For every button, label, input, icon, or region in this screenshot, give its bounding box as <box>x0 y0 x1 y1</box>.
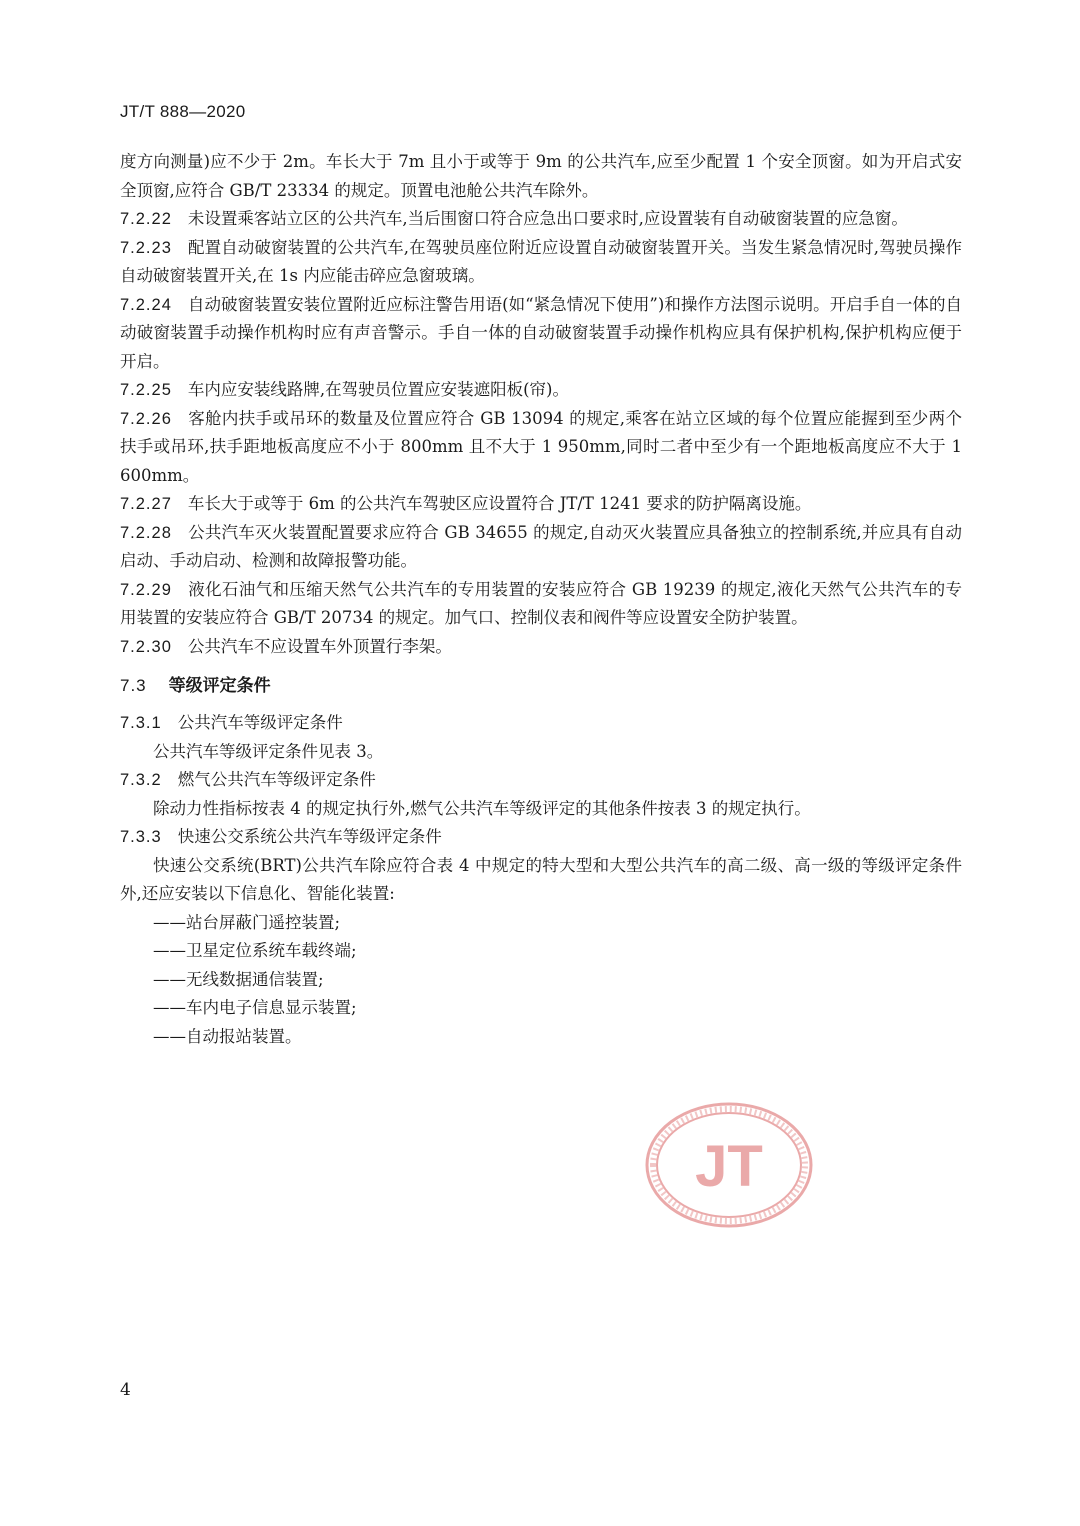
clause-number: 7.3.3 <box>120 828 162 846</box>
clause-text: 未设置乘客站立区的公共汽车,当后围窗口符合应急出口要求时,应设置装有自动破窗装置的应急窗。 <box>187 209 908 228</box>
list-item: ——自动报站装置。 <box>153 1026 302 1046</box>
clause-7-2-23 <box>120 234 962 291</box>
standard-code-header: JT/T 888—2020 <box>120 102 246 121</box>
list-item: ——车内电子信息显示装置; <box>153 998 357 1017</box>
clause-7-2-28 <box>120 519 962 576</box>
clause-number: 7.2.25 <box>120 381 172 399</box>
clause-text: 配置自动破窗装置的公共汽车,在驾驶员座位附近应设置自动破窗装置开关。当发生紧急情况时,驾驶员操作自动破窗装置开关,在 1s 内应能击碎应急窗玻璃。 <box>120 237 962 285</box>
clause-number: 7.3.1 <box>120 714 162 732</box>
clause-number: 7.2.26 <box>120 409 172 428</box>
clause-number: 7.2.22 <box>120 210 172 228</box>
clause-title: 燃气公共汽车等级评定条件 <box>177 770 376 789</box>
section-number: 7.3 <box>120 676 147 695</box>
list-item: ——卫星定位系统车载终端; <box>153 941 357 960</box>
clause-7-2-27 <box>120 490 962 519</box>
clause-text: 液化石油气和压缩天然气公共汽车的专用装置的安装应符合 GB 19239 的规定,液化天然气公共汽车的专用装置的安装应符合 GB/T 20734 的规定。加气口、控制仪表和阀件等应设置安全防护装置。 <box>120 579 962 627</box>
subclause-7-3-3-body: 快速公交系统(BRT)公共汽车除应符合表 4 中规定的特大型和大型公共汽车的高二级、高一级的等级评定条件外,还应安装以下信息化、智能化装置: <box>120 855 962 903</box>
clause-title: 公共汽车等级评定条件 <box>177 713 343 732</box>
clause-text: 公共汽车灭火装置配置要求应符合 GB 34655 的规定,自动灭火装置应具备独立的控制系统,并应具有自动启动、手动启动、检测和故障报警功能。 <box>120 522 962 570</box>
clause-text: 车内应安装线路牌,在驾驶员位置应安装遮阳板(帘)。 <box>187 380 569 399</box>
section-title: 等级评定条件 <box>168 676 271 696</box>
clause-7-2-25 <box>120 376 962 405</box>
subclause-7-3-3-title <box>120 823 962 852</box>
paragraph-continuation: 度方向测量)应不少于 2m。车长大于 7m 且小于或等于 9m 的公共汽车,应至少配置 1 个安全顶窗。如为开启式安全顶窗,应符合 GB/T 23334 的规定。顶置电池舱公共汽车除外。 <box>120 152 962 200</box>
document-body <box>120 148 962 1051</box>
clause-number: 7.2.29 <box>120 580 172 599</box>
subclause-7-3-2-body: 除动力性指标按表 4 的规定执行外,燃气公共汽车等级评定的其他条件按表 3 的规定执行。 <box>153 798 811 818</box>
clause-number: 7.2.28 <box>120 523 172 542</box>
clause-number: 7.3.2 <box>120 771 162 789</box>
clause-7-2-26 <box>120 405 962 491</box>
clause-7-2-24 <box>120 291 962 377</box>
subclause-7-3-1-title <box>120 709 962 738</box>
clause-number: 7.2.27 <box>120 495 172 513</box>
clause-number: 7.2.30 <box>120 637 172 656</box>
page-number: 4 <box>120 1380 131 1400</box>
subclause-7-3-1-body: 公共汽车等级评定条件见表 3。 <box>153 741 384 761</box>
clause-text: 车长大于或等于 6m 的公共汽车驾驶区应设置符合 JT/T 1241 要求的防护隔离设施。 <box>187 494 812 513</box>
list-item: ——站台屏蔽门遥控装置; <box>153 912 341 932</box>
clause-text: 客舱内扶手或吊环的数量及位置应符合 GB 13094 的规定,乘客在站立区域的每个位置应能握到至少两个扶手或吊环,扶手距地板高度应不小于 800mm 且不大于 1 950mm,同时二者中至少有一个距地板高度应不大于 1 600mm。 <box>120 408 962 485</box>
subclause-7-3-2-title <box>120 766 962 795</box>
jt-watermark-stamp <box>643 1100 815 1230</box>
clause-text: 公共汽车不应设置车外顶置行李架。 <box>187 636 452 656</box>
list-item: ——无线数据通信装置; <box>153 969 324 989</box>
section-heading-7-3 <box>120 671 962 701</box>
clause-7-2-30 <box>120 633 962 662</box>
clause-number: 7.2.24 <box>120 295 172 314</box>
clause-number: 7.2.23 <box>120 238 172 257</box>
clause-7-2-29 <box>120 576 962 633</box>
clause-text: 自动破窗装置安装位置附近应标注警告用语(如“紧急情况下使用”)和操作方法图示说明。开启手自一体的自动破窗装置手动操作机构时应有声音警示。手自一体的自动破窗装置手动操作机构应具有保护机构,保护机构应便于开启。 <box>120 294 962 371</box>
clause-title: 快速公交系统公共汽车等级评定条件 <box>177 827 442 846</box>
svg-text:JT: JT <box>695 1134 763 1199</box>
clause-7-2-22 <box>120 205 962 234</box>
